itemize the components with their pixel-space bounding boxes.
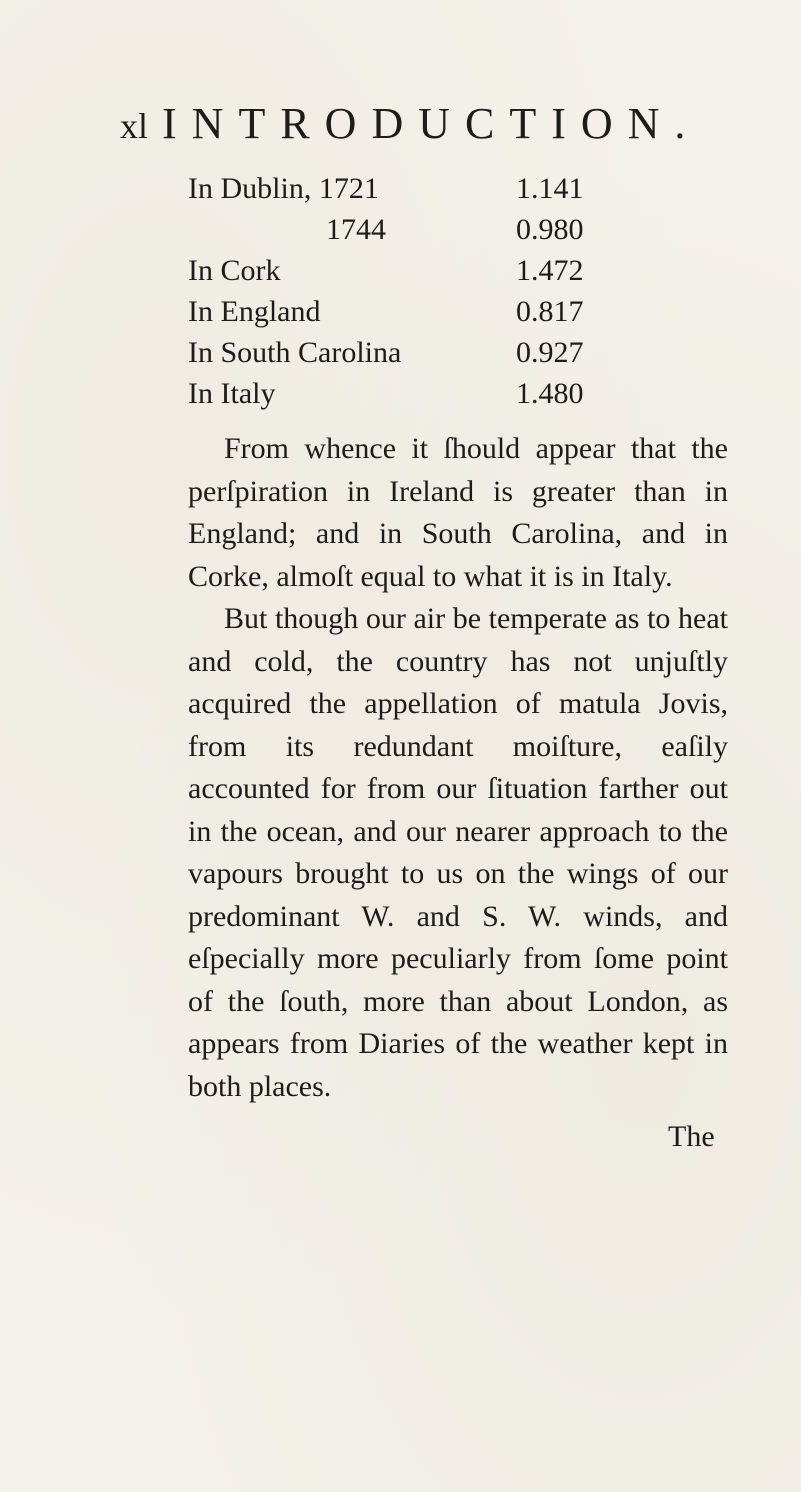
running-header xyxy=(120,98,720,149)
table-row xyxy=(188,291,708,332)
table-value: 1.480 xyxy=(516,377,584,410)
table-row xyxy=(188,209,708,250)
table-place: In South Carolina xyxy=(188,336,402,369)
table-place: In England xyxy=(188,295,321,328)
table-place: In Dublin, 1721 xyxy=(188,172,379,205)
catchword: The xyxy=(668,1120,715,1153)
perspiration-table xyxy=(188,168,708,414)
table-value: 0.980 xyxy=(516,213,584,246)
header-title: INTRODUCTION. xyxy=(162,99,701,148)
table-value: 0.817 xyxy=(516,295,584,328)
table-place: In Italy xyxy=(188,377,276,410)
table-row xyxy=(188,332,708,373)
table-row xyxy=(188,168,708,209)
paragraph: From whence it ſhould appear that the perſpiration in Ireland is greater than in England; and in South Carolina, and in Corke, almoſt equal to what it is in Italy. xyxy=(188,432,728,593)
table-row xyxy=(188,373,708,414)
table-place: In Cork xyxy=(188,254,281,287)
table-value: 1.472 xyxy=(516,254,584,287)
body-text xyxy=(188,428,728,1108)
page-number: xl xyxy=(120,106,149,146)
table-value: 1.141 xyxy=(516,172,584,205)
paragraph: But though our air be temperate as to heat and cold, the country has not unjuſtly acquired the appellation of matula Jovis, from its redundant moiſture, eaſily accounted for from our ſituation farther out in the ocean, and our nearer approach to the vapours brought to us on the wings of our predominant W. and S. W. winds, and eſpecially more peculiarly from ſome point of the ſouth, more than about London, as appears from Diaries of the weather kept in both places. xyxy=(188,602,728,1103)
table-place: 1744 xyxy=(326,213,386,246)
table-row xyxy=(188,250,708,291)
table-value: 0.927 xyxy=(516,336,584,369)
